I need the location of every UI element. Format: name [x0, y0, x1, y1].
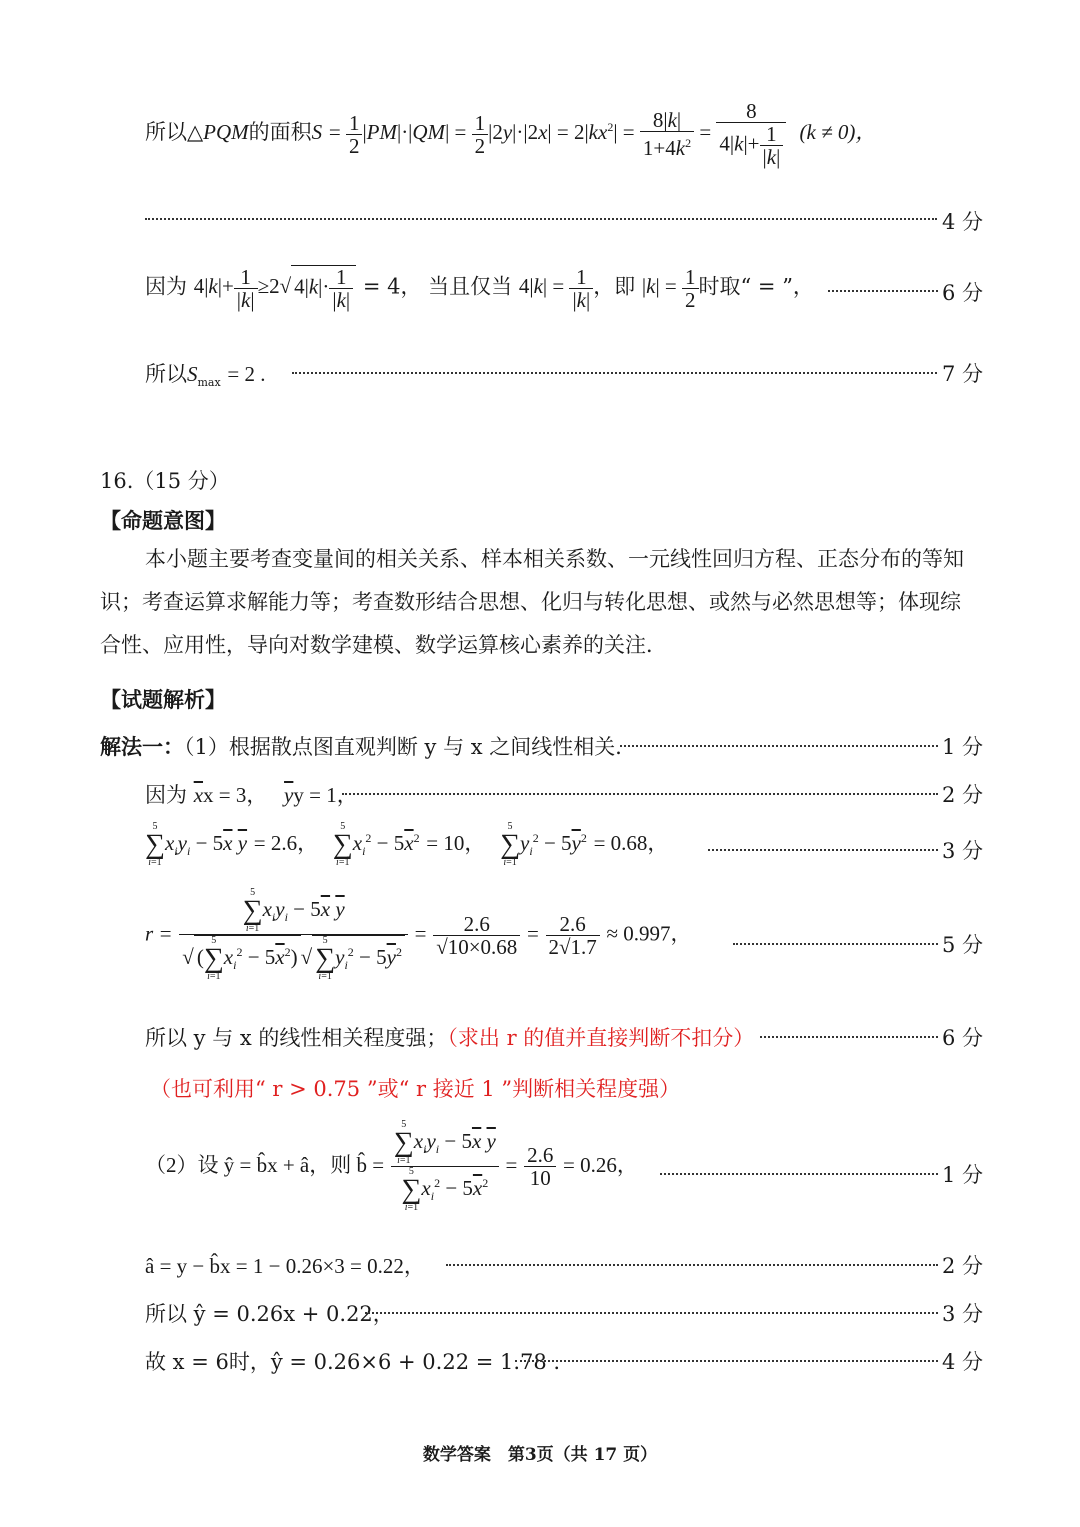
alternative-note: （也可利用“ r > 0.75 ”或“ r 接近 1 ”判断相关程度强）	[150, 1077, 681, 1101]
area-formula-line	[145, 100, 876, 168]
a-hat-line: â = y − b̂x = 1 − 0.26×3 = 0.22，	[145, 1254, 425, 1278]
score-7: 7 分	[941, 362, 983, 386]
r-label: r =	[145, 921, 173, 946]
score-5: 5 分	[941, 933, 983, 957]
part2-line: （2）设 ŷ = b̂x + â，则 b̂ = 5 ∑ i=1 $x_iy_i - 5\overline{x}$ $\overline{y}$ 5 ∑ i=1 $x_i^2 - 5\overline{x}^2$ = $\frac{2.6}{10}$ = 0.26，	[145, 1119, 638, 1213]
area-S: S	[311, 119, 323, 144]
area-mid: 的面积	[248, 119, 312, 144]
sums-line	[145, 822, 668, 868]
part1-line	[100, 731, 636, 761]
equals-four: = 4，	[362, 274, 422, 299]
analysis-title: 【试题解析】	[100, 687, 226, 712]
score-6: 6 分	[941, 1026, 983, 1050]
score-3: 3 分	[941, 839, 983, 863]
take-equal: 时取“ = ”，	[698, 274, 814, 299]
dot-leader	[708, 849, 938, 851]
smax-line: 所以$S_{max} = 2$ .	[145, 362, 266, 390]
dot-leader	[828, 290, 938, 292]
intent-text: 本小题主要考查变量间的相关关系、样本相关系数、一元线性回归方程、正态分布的等知识；考查运算求解能力等；考查数形结合思想、化归与转化思想、或然与必然思想等；体现综合性、应用性，导向对数学建模、数学运算核心素养的关注．	[100, 547, 964, 657]
dot-leader	[145, 218, 937, 220]
area-prefix: 所以△	[145, 119, 204, 144]
regression-line: 所以 ŷ = 0.26x + 0.22，	[145, 1302, 394, 1326]
am-gm-line	[145, 265, 814, 311]
r-approx: ≈ 0.997，	[606, 921, 692, 946]
r-fraction: 5 ∑ i=1 $x_iy_i - 5\overline{x}$ $\overline{y}$ √ ( 5 ∑ i=1 $x_i^2 - 5\overline{x}^2$) √ 5 ∑ i=1 $y_i^2 - 5\overline{y}^2$	[179, 888, 408, 982]
score-1b: 1 分	[941, 1163, 983, 1187]
score-3b: 3 分	[941, 1302, 983, 1326]
ybar-value: y = 1，	[293, 783, 358, 807]
prediction-line: 故 x = 6时，ŷ = 0.26×6 + 0.22 = 1.78 .	[145, 1350, 561, 1374]
score-2b: 2 分	[941, 1254, 983, 1278]
smax-value: = 2 .	[227, 362, 266, 386]
strong-correlation-line	[145, 1022, 754, 1052]
part2-text: （2）设 ŷ = b̂x + â，则 b̂ =	[145, 1153, 385, 1177]
sum-x2: 5 ∑ i=1 $x_i^2 - 5\overline{x}^2$	[332, 821, 420, 868]
xbar-value: x = 3，	[203, 783, 268, 807]
strong-text: 所以 y 与 x 的线性相关程度强；	[145, 1026, 448, 1050]
strong-note: （求出 r 的值并直接判断不扣分）	[447, 1026, 755, 1050]
part1-text: （1）根据散点图直观判断 y 与 x 之间线性相关．	[184, 735, 637, 759]
because-label: 因为	[145, 783, 187, 807]
dot-leader	[660, 1173, 938, 1175]
means-line: 因为 $\overline{x}x = 3$， $\overline{y}y = 1$，	[145, 783, 358, 807]
score-4: 4 分	[941, 210, 983, 234]
dot-leader	[515, 1360, 938, 1362]
r-fraction-1: $\frac{2.6}{√10\times 0.68}$	[433, 913, 520, 958]
b-hat-value-fraction: $\frac{2.6}{10}$	[524, 1144, 556, 1189]
sum-y2: 5 ∑ i=1 $y_i^2 - 5\overline{y}^2$	[500, 821, 587, 868]
q16-heading: 16.（15 分）	[100, 469, 230, 493]
solution1-label: 解法一：	[100, 734, 184, 759]
score-6: 6 分	[941, 281, 983, 305]
sum-y2-value: = 0.68，	[593, 830, 669, 855]
dot-leader	[760, 1036, 938, 1038]
k-condition: (k ≠ 0)，	[799, 119, 877, 144]
b-hat-value: = 0.26，	[563, 1153, 638, 1177]
dot-leader	[446, 1264, 938, 1266]
intent-title: 【命题意图】	[100, 508, 226, 533]
when-label: 当且仅当	[428, 274, 513, 299]
triangle-name: PQM	[203, 119, 249, 144]
score-4b: 4 分	[941, 1350, 983, 1374]
am-gm-expression: 4|k|+ $\frac{1}{|k|}$ ≥2√ 4|k|· $\frac{1}{|k|}$	[194, 274, 356, 298]
k-value: |k| = $\frac{1}{2}$	[642, 274, 699, 298]
dot-leader	[342, 793, 938, 795]
score-2: 2 分	[941, 783, 983, 807]
score-1: 1 分	[941, 735, 983, 759]
r-fraction-2: $\frac{2.6}{2√1.7}$	[546, 913, 600, 958]
smax-prefix: 所以	[145, 362, 187, 386]
r-formula-line: r = 5 ∑ i=1 $x_iy_i - 5\overline{x}$ $\overline{y}$ √ ( 5 ∑ i=1 $x_i^2 - 5\overline{x}^2$) √ 5 ∑ i=1 $y_i^2 - 5\overline{y}^2$ = $\frac{2.6}{√10\times 0.68}$ = $\frac{2.6}{2√1.7}$ ≈ 0.997，	[145, 887, 692, 982]
page-footer: 数学答案 第3页（共 17 页）	[422, 1445, 658, 1465]
dot-leader	[620, 745, 938, 747]
sum-x2-value: = 10，	[426, 830, 486, 855]
equality-condition: 4|k| = $\frac{1}{|k|}$	[519, 274, 593, 298]
sum-xy: 5 ∑ i=1 $x_iy_i - 5\overline{x}$ $\overline{y}$	[145, 821, 248, 868]
dot-leader	[733, 943, 938, 945]
area-expression: = $\frac{1}{2}$ |PM|·|QM| = $\frac{1}{2}$ $|2y|\cdot|2x| = 2|kx^2|$ = $\frac{8|k|}{1+4k^2}$ = 8 4|k|+ $\frac{1}{|k|}$	[329, 120, 792, 144]
dot-leader	[365, 1312, 938, 1314]
because-label: 因为	[145, 274, 187, 299]
b-hat-fraction: 5 ∑ i=1 $x_iy_i - 5\overline{x}$ $\overline{y}$ 5 ∑ i=1 $x_i^2 - 5\overline{x}^2$	[391, 1120, 499, 1213]
sum-xy-value: = 2.6，	[253, 830, 319, 855]
dot-leader	[292, 372, 937, 374]
ie-label: ，即	[593, 274, 636, 299]
